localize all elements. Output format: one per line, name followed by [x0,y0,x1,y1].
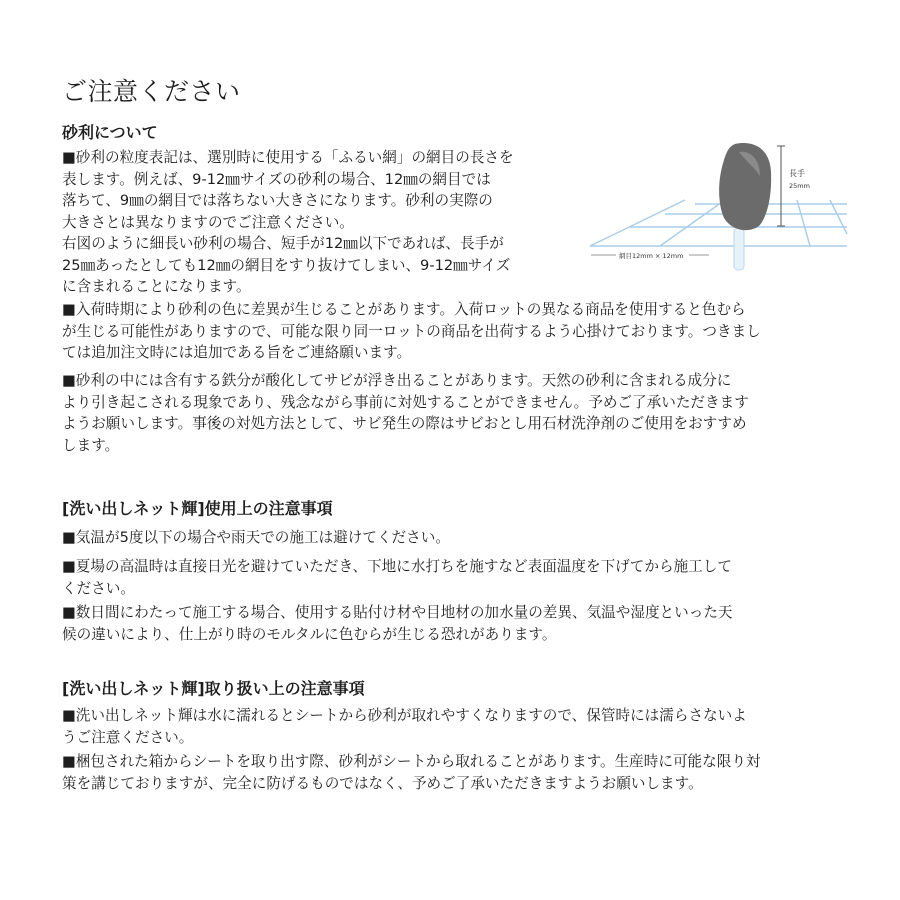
text-line: ■洗い出しネット輝は水に濡れるとシートから砂利が取れやすくなりますので、保管時には濡らさないよ [62,707,747,724]
multi-day-paragraph [62,602,848,645]
text-line: ようお願いします。事後の対処方法として、サビ発生の際はサビおとし用石材洗浄剤のご使用をおすすめ [62,415,747,432]
text-line: うご注意ください。 [62,728,194,746]
long-side-label: 長手 [789,169,805,178]
gravel-section-heading: 砂利について [62,123,158,142]
text-line: 候の違いにより、仕上がり時のモルタルに色むらが生じる恐れがあります。 [62,625,557,643]
text-line: ■砂利の中には含有する鉄分が酸化してサビが浮き出ることがあります。天然の砂利に含まれる成分に [62,372,732,389]
gravel-sizing-paragraph [62,147,582,298]
text-line: ■入荷時期により砂利の色に差異が生じることがあります。入荷ロットの異なる商品を使用すると色むら [62,301,746,318]
text-line: 策を講じておりますが、完全に防げるものではなく、予めご了承いただきますようお願いします。 [62,774,703,792]
gravel-mesh-diagram [585,138,855,278]
text-line: ■夏場の高温時は直接日光を避けていただき、下地に水打ちを施すなど表面温度を下げてから施工して [62,558,732,575]
wet-storage-paragraph [62,705,848,748]
text-line: ■梱包された箱からシートを取り出す際、砂利がシートから取れることがあります。生産時に可能な限り対 [62,753,761,770]
mesh-hole-shadow [734,228,744,270]
text-line: 25㎜あったとしても12㎜の網目をすり抜けてしまい、9-12㎜サイズ [62,256,511,274]
long-side-value: 25mm [789,182,810,190]
handling-section-heading: [洗い出しネット輝]取り扱い上の注意事項 [62,679,365,698]
text-line: 大きさとは異なりますのでご注意ください。 [62,213,354,231]
color-variance-paragraph [62,299,848,364]
text-line: ては追加注文時には追加である旨をご連絡願います。 [62,344,412,361]
text-line: ください。 [62,579,135,597]
usage-section-heading: [洗い出しネット輝]使用上の注意事項 [62,499,333,518]
temperature-paragraph [62,527,848,549]
mesh-size-label: 網目12mm × 12mm [619,252,684,260]
text-line: が生じる可能性がありますので、可能な限り同一ロットの商品を出荷するよう心掛けております。つきまし [62,322,761,340]
text-line: ■気温が5度以下の場合や雨天での施工は避けてください。 [62,529,450,546]
text-line: 右図のように細長い砂利の場合、短手が12㎜以下であれば、長手が [62,235,504,252]
unpacking-paragraph [62,751,848,794]
rust-paragraph [62,370,848,456]
text-line: ■数日間にわたって施工する場合、使用する貼付け材や目地材の加水量の差異、気温や湿度といった天 [62,604,733,621]
text-line: します。 [62,436,120,454]
text-line: ■砂利の粒度表記は、選別時に使用する「ふるい網」の網目の長さを [62,149,514,166]
mesh-grid [590,200,847,246]
text-line: より引き起こされる現象であり、残念ながら事前に対処することができません。予めご了承いただきます [62,393,749,411]
summer-heat-paragraph [62,556,848,599]
page-title: ご注意ください [62,77,241,106]
text-line: 表します。例えば、9-12㎜サイズの砂利の場合、12㎜の網目では [62,170,491,188]
text-line: に含まれることになります。 [62,278,251,295]
text-line: 落ちて、9㎜の網目では落ちない大きさになります。砂利の実際の [62,192,493,209]
